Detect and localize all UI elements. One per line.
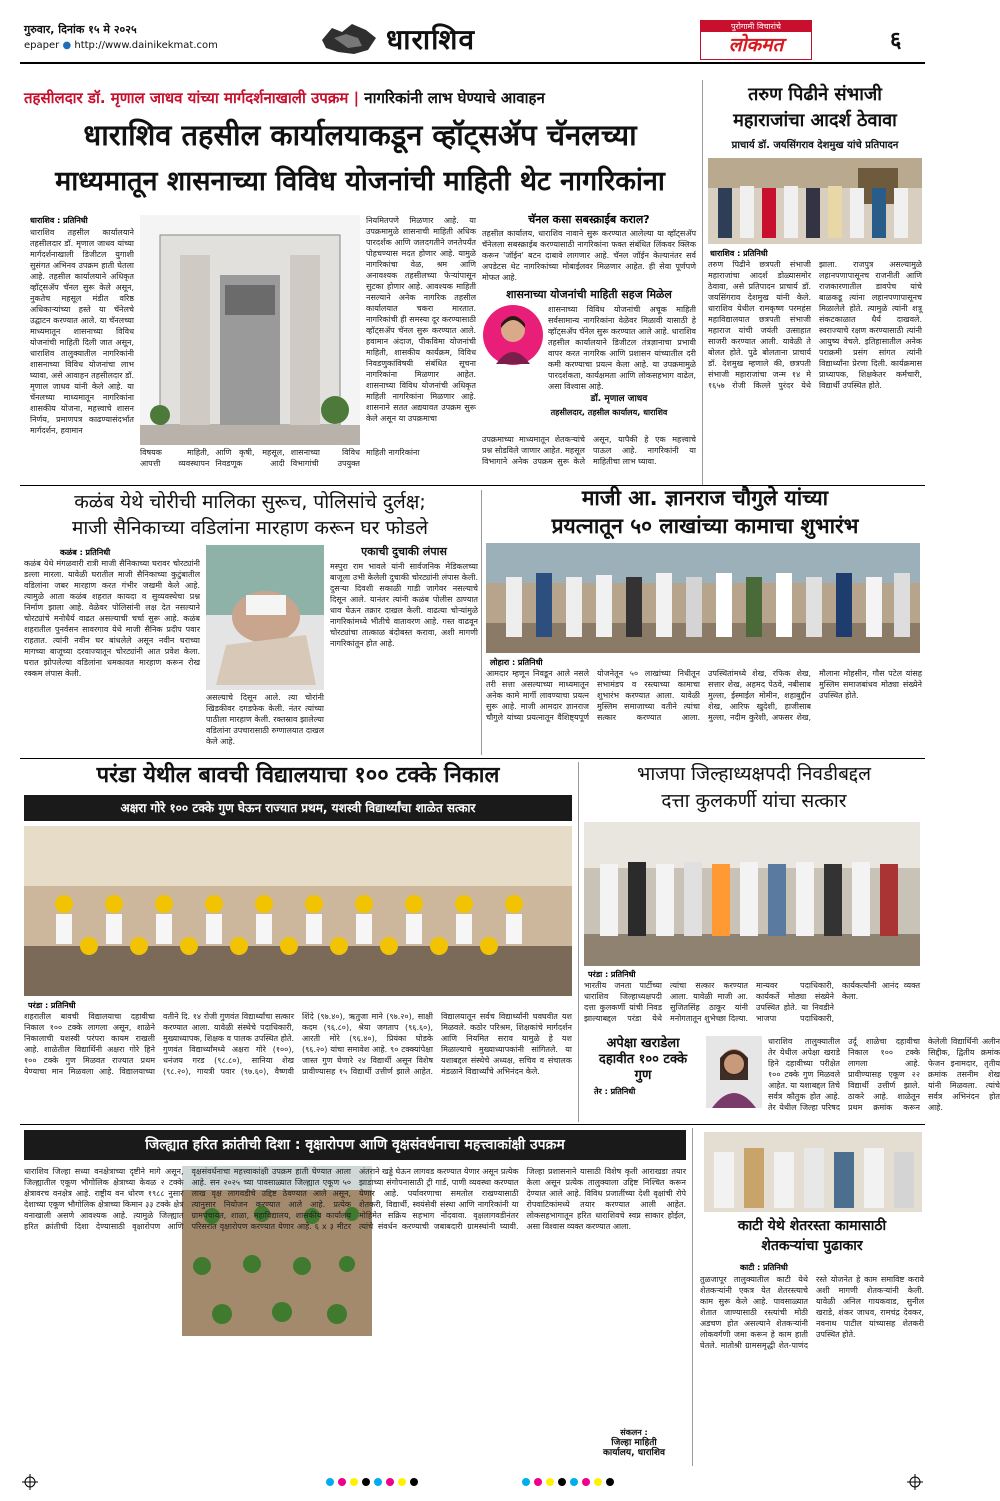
paranda-byline: परंडा : प्रतिनिधी bbox=[28, 1001, 76, 1010]
kalamb-victim-photo bbox=[206, 545, 324, 690]
bjp-text: भारतीय जनता पार्टीच्या धाराशिव जिल्हाध्यक्षपदी दत्ता कुलकर्णी यांची निवड झाल्याबद्दल परंडा येथे त्यांचा सत्कार करण्यात आला. यावेळी माजी आ. सुजितसिंह ठाकूर यांनी मनोगतातून शुभेच्छा दिल्या. मान्यवर पदाधिकारी, कार्यकर्ते मोठ्या संख्येने उपस्थित होते. या निवडीने भाजपा पदाधिकारी, कार्यकर्त्यांनी आनंद व्यक्त केला. bbox=[584, 981, 920, 1023]
kalamb-byline: कळंब : प्रतिनिधी bbox=[60, 548, 111, 557]
lead-photo-caption: विषयक माहिती, आपत्ती व्यवस्थापन आणि कृषी, महसूल, निवडणूक आदी शासनाच्या विविध विभागांची उपयुक्त माहिती नागरिकांना bbox=[140, 448, 420, 468]
kalamb-text: कळंब येथे मंगळवारी रात्री माजी सैनिकाच्या घरावर चोरट्यांनी डल्ला मारला. यावेळी घरातील माजी सैनिकाच्या कुटुंबातील वडिलांना जबर मारहाण करत गंभीर जखमी केले आहे. त्यामुळे आता कळंब शहरात कायदा व सुव्यवस्थेचा प्रश्न निर्माण झाला आहे. वेळेवर पोलिसांनी लक्ष देत नसल्याने चोरट्यांचे मनोधैर्य वाढत असल्याची चर्चा सुरू आहे. कळंब शहरातील पुनर्वसन सावरगाव येथे माजी सैनिक प्रदीप पवार राहतात. त्यांनी नवीन घर बांधलेले असून नवीन घराच्या मागच्या बाजूच्या दरवाज्यातून चोरट्यांनी आत प्रवेश केला. घरात झोपलेल्या वडिलांना धमकावत मारहाण करून रोख रक्कम लंपास केली. bbox=[24, 559, 200, 678]
chaugule-headline-1: माजी आ. ज्ञानराज चौगुले यांच्या bbox=[581, 486, 829, 510]
column-rule-2 bbox=[481, 490, 482, 755]
kati-headline-2: शेतकऱ्यांचा पुढाकार bbox=[761, 1238, 863, 1254]
brand-box bbox=[700, 20, 812, 60]
lead-col-1: धाराशिव तहसील कार्यालयाने तहसीलदार डॉ. मृणाल जाधव यांच्या मार्गदर्शनाखाली डिजीटल युगाशी सुसंगत अभिनव उपक्रम हाती घेतला आहे. तहसील कार्यालयाने अधिकृत व्हॉट्सॲप चॅनल सुरू केले असून, नुकतेच महसूल मंडीत वरिष्ठ अधिकाऱ्यांच्या हस्ते या चॅनेलचे उद्घाटन करण्यात आले. या चॅनलच्या माध्यमातून शासनाच्या विविध योजनांची माहिती दिली जात असून, धाराशिव तालुक्यातील नागरिकांनी शासनाच्या विविध योजनांचा लाभ घ्यावा, असे आवाहन तहसीलदार डॉ. मृणाल जाधव यांनी केले आहे. या चॅनलच्या माध्यमातून नागरिकांना शासकीय योजना, महत्त्वाचे शासन निर्णय, प्रमाणपत्र काढण्यासंदर्भात मार्गदर्शन, हवामान bbox=[30, 228, 134, 435]
masthead-date: गुरुवार, दिनांक १५ मे २०२५ bbox=[24, 23, 137, 36]
lead-headline-1: धाराशिव तहसील कार्यालयाकडून व्हॉट्सॲप चॅनलच्या bbox=[83, 118, 637, 152]
masthead-epaper-row bbox=[24, 40, 218, 51]
sambhaji-event-photo bbox=[708, 158, 922, 244]
apeksha-box bbox=[584, 1036, 1000, 1120]
paranda-subhead-band bbox=[24, 795, 572, 821]
harit-headline: जिल्ह्यात हरित क्रांतीची दिशा : वृक्षारोपण आणि वृक्षसंवर्धनाचा महत्त्वाकांक्षी उपक्रम bbox=[145, 1137, 565, 1153]
page-number: ६ bbox=[890, 28, 902, 53]
apeksha-headline-3: गुण bbox=[634, 1068, 652, 1083]
paranda-text: शहरातील बावची विद्यालयाचा दहावीचा निकाल १०० टक्के लागला असून, शाळेने निकालाची यशस्वी परंपरा कायम राखली आहे. शाळेतील विद्यार्थिनी अक्षरा गोरे हिने १०० टक्के गुण मिळवत राज्यात प्रथम येण्याचा मान मिळवला आहे. विद्यालयाच्या वतीने दि. १४ रोजी गुणवंत विद्यार्थ्यांचा सत्कार करण्यात आला. यावेळी संस्थेचे पदाधिकारी, मुख्याध्यापक, शिक्षक व पालक उपस्थित होते. गुणवंत विद्यार्थ्यांमध्ये अक्षरा गोरे (१००), धनंजय गरड (९८.८०), सानिया शेख (९८.२०), गायत्री पवार (९७.६०), वैष्णवी शिंदे (९७.४०), ऋतुजा माने (९७.२०), साक्षी कदम (९६.८०), श्रेया जगताप (९६.६०), आरती मोरे (९६.४०), प्रियंका घोडके (९६.२०) यांचा समावेश आहे. ९० टक्क्यांपेक्षा जास्त गुण घेणारे २४ विद्यार्थी असून विशेष प्रावीण्यासह १५ विद्यार्थी उत्तीर्ण झाले आहेत. विद्यालयातून सर्वच विद्यार्थ्यांनी घवघवीत यश मिळवले. कठोर परिश्रम, शिक्षकांचे मार्गदर्शन आणि नियमित सराव यामुळे हे यश मिळाल्याचे मुख्याध्यापकांनी सांगितले. या यशाबद्दल संस्थेचे अध्यक्ष, सचिव व संचालक मंडळाने विद्यार्थ्यांचे अभिनंदन केले. bbox=[24, 1012, 572, 1076]
section-rule-2 bbox=[20, 758, 925, 759]
harit-signature-label: संकलन : bbox=[620, 1428, 648, 1437]
kalamb-headline-2: माजी सैनिकाच्या वडिलांना मारहाण करून घर फोडले bbox=[71, 517, 429, 539]
sambhaji-byline: धाराशिव : प्रतिनिधी bbox=[710, 249, 768, 258]
brand-name: लोकमत bbox=[728, 34, 784, 56]
lead-headline-2: माध्यमातून शासनाच्या विविध योजनांची माहिती थेट नागरिकांना bbox=[55, 166, 665, 197]
masthead bbox=[0, 0, 945, 62]
kati-text: तुळजापूर तालुक्यातील काटी येथे शेतकऱ्यांनी एकत्र येत शेतरस्त्याचे काम सुरू केले आहे. पावसाळ्यात शेतात जाण्यासाठी रस्त्यांची मोठी अडचण होत असल्याने शेतकऱ्यांनी लोकवर्गणी जमा करून हे काम हाती घेतले. मातोश्री ग्रामसमृद्धी शेत-पाणंद रस्ते योजनेत हे काम समाविष्ट करावे अशी मागणी शेतकऱ्यांनी केली. यावेळी अनिल गायकवाड, सुनील खराडे, शंकर जाधव, रामचंद्र देवकर, नवनाथ पाटील यांच्यासह शेतकरी उपस्थित होते. bbox=[700, 1275, 924, 1350]
kalamb-sidebar bbox=[330, 545, 478, 753]
apeksha-headline-2: दहावीत १०० टक्के bbox=[598, 1052, 688, 1067]
lead-col-4: उपक्रमाच्या माध्यमातून शेतकऱ्यांचे प्रश्न सोडविले जाणार आहेत. महसूल विभागाने अनेक उपक्रम सुरू केले असून, यापैकी हे एक महत्त्वाचे पाऊल आहे. नागरिकांनी या माहितीचा लाभ घ्यावा. bbox=[482, 435, 696, 466]
lead-byline: धाराशिव : प्रतिनिधी bbox=[30, 216, 88, 225]
bjp-byline: परंडा : प्रतिनिधी bbox=[588, 970, 636, 979]
sambhaji-headline-2: महाराजांचा आदर्श ठेवावा bbox=[733, 110, 897, 131]
quote-title: शासनाच्या योजनांची माहिती सहज मिळेल bbox=[506, 288, 672, 301]
harit-signature-2: कार्यालय, धाराशिव bbox=[602, 1448, 665, 1459]
quote-text: शासनाच्या विविध योजनांची अचूक माहिती सर्वसामान्य नागरिकांना वेळेवर मिळावी यासाठी हे व्हॉट्सॲप चॅनेल सुरू करण्यात आले आहे. धाराशिव तहसील कार्यालयाने डिजीटल तंत्रज्ञानाचा प्रभावी वापर करत नागरिक आणि प्रशासन यांच्यातील दरी कमी करण्याचा प्रयत्न केला आहे. या उपक्रमामुळे पारदर्शकता, कार्यक्षमता आणि लोकसहभाग वाढेल, असा विश्वास आहे. bbox=[548, 305, 696, 391]
epaper-label: epaper bbox=[24, 40, 60, 51]
column-rule-3 bbox=[578, 762, 579, 1122]
harit-signature bbox=[584, 1428, 684, 1459]
website-link[interactable]: http://www.dainikekmat.com bbox=[74, 40, 218, 51]
chaugule-group-photo bbox=[486, 543, 920, 653]
apeksha-portrait bbox=[706, 1036, 762, 1108]
lead-kicker-left: तहसीलदार डॉ. मृणाल जाधव यांच्या मार्गदर्शनाखाली उपक्रम bbox=[24, 89, 349, 107]
paranda-students-photo bbox=[24, 826, 572, 996]
apeksha-byline: तेर : प्रतिनिधी bbox=[594, 1087, 636, 1096]
kalamb-side-text: मस्पुरा राम भावले यांनी सार्वजनिक मेडिकलच्या बाजूला उभी केलेली दुचाकी चोरट्यांनी लंपास केली. दुसऱ्या दिवशी सकाळी गाडी जागेवर नसल्याचे दिसून आले. यानंतर त्यांनी कळंब पोलीस ठाण्यात धाव घेऊन तक्रार दाखल केली. वाढत्या चोऱ्यांमुळे नागरिकांमध्ये भीतीचे वातावरण आहे. गस्त वाढवून चोरट्यांचा तात्काळ बंदोबस्त करावा, अशी मागणी नागरिकांतून होत आहे. bbox=[330, 562, 478, 649]
kicker-divider: | bbox=[353, 89, 365, 107]
bjp-headline-2: दत्ता कुलकर्णी यांचा सत्कार bbox=[661, 790, 847, 812]
globe-icon: ● bbox=[62, 40, 72, 51]
kalamb-caption-text: असल्याचे दिसून आले. त्या चोरांनी खिडकीवर दगडफेक केली. नंतर त्यांच्या पाठीला मारहाण केली. रक्तस्राव झालेल्या वडिलांना उपचारासाठी रुग्णालयात दाखल केले आहे. bbox=[206, 693, 324, 746]
lead-kicker bbox=[24, 88, 696, 108]
chaugule-byline: लोहारा : प्रतिनिधी bbox=[490, 658, 543, 667]
kalamb-headline-1: कळंब येथे चोरीची मालिका सुरूच, पोलिसांचे दुर्लक्ष; bbox=[74, 491, 426, 513]
quote-name: डॉ. मृणाल जाधव bbox=[590, 394, 648, 404]
sambhaji-headline-1: तरुण पिढीने संभाजी bbox=[748, 84, 882, 105]
chaugule-text: आमदार म्हणून निवडून आले नसले तरी सत्ता असल्याच्या माध्यमातून अनेक कामे मार्गी लावण्याचा प्रयत्न सुरू आहे. माजी आमदार ज्ञानराज चौगुले यांच्या प्रयत्नातून वैशिष्ट्यपूर्ण योजनेतून ५० लाखांच्या निधीतून सभामंडप व रस्त्याच्या कामाचा शुभारंभ करण्यात आला. यावेळी मुस्लिम समाजाच्या वतीने त्यांचा सत्कार करण्यात आला. उपस्थितांमध्ये शेख, रफिक शेख, सत्तार शेख, अहमद पेठवे, नबीसाब मुल्ला, ईस्माईल मोमीन, शहाबुद्दीन शेख, आरिफ खुदेशी, हाजीसाब मुल्ला, नदीम कुरेशी, अफसर शेख, मौलाना मोहसीन, गौस पटेल यांसह मुस्लिम समाजबांधव मोठ्या संख्येने उपस्थित होते. bbox=[486, 669, 922, 722]
kati-farmers-photo bbox=[704, 1132, 922, 1212]
apeksha-text: धाराशिव तालुक्यातील तेर येथील अपेक्षा खराडे हिने दहावीच्या परीक्षेत १०० टक्के गुण मिळवले आहेत. या यशाबद्दल तिचे सर्वत्र कौतुक होत आहे. तेर येथील जिल्हा परिषद उर्दू शाळेचा दहावीचा निकाल १०० टक्के लागला आहे. प्रावीण्यासह एकूण २२ विद्यार्थी उत्तीर्ण झाले. ठाकरे आहे. शाळेतून प्रथम क्रमांक करून केलेली विद्यार्थिनी अलीन सिद्दीक, द्वितीय क्रमांक फेजन इनामदार, तृतीय क्रमांक तसनीम शेख यांनी मिळवला. त्यांचे सर्वत्र अभिनंदन होत आहे. bbox=[768, 1037, 1000, 1112]
tahsildar-portrait bbox=[482, 304, 544, 366]
kalamb-side-title: एकाची दुचाकी लंपास bbox=[361, 545, 447, 558]
section-rule-3 bbox=[20, 1124, 925, 1125]
sambhaji-subhead: प्राचार्य डॉ. जयसिंगराव देशमुख यांचे प्रतिपादन bbox=[731, 140, 899, 151]
paranda-headline: परंडा येथील बावची विद्यालयाचा १०० टक्के निकाल bbox=[96, 763, 500, 788]
sambhaji-text: तरुण पिढीने छत्रपती संभाजी महाराजांचा आदर्श डोळ्यासमोर ठेवावा, असे प्रतिपादन प्राचार्य डॉ. जयसिंगराव देशमुख यांनी केले. धाराशिव येथील रामकृष्ण परमहंस महाविद्यालयात छत्रपती संभाजी महाराज यांची जयंती उत्साहात साजरी करण्यात आली. यावेळी ते बोलत होते. पुढे बोलताना प्राचार्य डॉ. देशमुख म्हणाले की, छत्रपती संभाजी महाराजांचा जन्म १४ मे १६५७ रोजी किल्ले पुरंदर येथे झाला. राजपुत्र असल्यामुळे लहानपणापासूनच राजनीती आणि राजकारणातील डावपेच यांचे बाळकडू त्यांना लहानपणापासूनच मिळालेले होते. त्यामुळे त्यांनी शत्रू संकटकाळात धैर्य दाखवले. स्वराज्याचे रक्षण करण्यासाठी त्यांनी आयुष्य वेचले. इतिहासातील अनेक पराक्रमी प्रसंग सांगत त्यांनी विद्यार्थ्यांना प्रेरणा दिली. कार्यक्रमास प्राध्यापक, शिक्षकेतर कर्मचारी, विद्यार्थी उपस्थित होते. bbox=[708, 260, 922, 390]
lead-kicker-right: नागरिकांनी लाभ घेण्याचे आवाहन bbox=[364, 89, 545, 107]
masthead-rule bbox=[20, 62, 925, 64]
channel-box bbox=[482, 213, 696, 285]
column-rule bbox=[702, 80, 703, 485]
paranda-subhead: अक्षरा गोरे १०० टक्के गुण घेऊन राज्यात प्रथम, यशस्वी विद्यार्थ्यांचा शाळेत सत्कार bbox=[120, 801, 476, 815]
quote-box bbox=[482, 288, 696, 428]
channel-box-text: तहसील कार्यालय, धाराशिव नावाने सुरू करण्यात आलेल्या या व्हॉट्सॲप चॅनेलला सबस्क्राईब करण्यासाठी नागरिकांना फक्त संबंधित लिंकवर क्लिक करून 'जॉईन' बटन दाबावे लागणार आहे. चॅनल जॉईन केल्यानंतर सर्व अपडेटस थेट नागरिकांच्या मोबाईलवर मिळणार आहेत. ही सेवा पूर्णपणे मोफत आहे. bbox=[482, 229, 696, 283]
harit-headline-band bbox=[24, 1130, 686, 1160]
kati-byline: काटी : प्रतिनिधी bbox=[740, 1263, 788, 1272]
map-emblem-icon bbox=[318, 20, 380, 58]
apeksha-headline-1: अपेक्षा खराडेला bbox=[606, 1036, 680, 1051]
bjp-headline-1: भाजपा जिल्हाध्यक्षपदी निवडीबद्दल bbox=[636, 763, 872, 785]
harit-signature-1: जिल्हा माहिती bbox=[611, 1437, 657, 1448]
bjp-felicitation-photo bbox=[584, 822, 920, 966]
edition-title: धाराशिव bbox=[386, 23, 476, 56]
lead-col-2: नियमितपणे मिळणार आहे. या उपक्रमामुळे शासनाची माहिती अधिक पारदर्शक आणि जलदगतीने जनतेपर्यंत पोहचण्यास मदत होणार आहे. यामुळे नागरिकांचा वेळ, श्रम आणि अनावश्यक तहसीलच्या फेऱ्यांपासून सुटका होणार आहे. आवश्यक माहिती नसल्याने अनेक नागरिक तहसील कार्यालयात चकरा मारतात. नागरिकांची ही समस्या दूर करण्यासाठी व्हॉट्सॲप चॅनल सुरू करण्यात आले. हवामान अंदाज, पीकविमा योजनांची माहिती, शासकीय कार्यक्रम, विविध निवडणुकांविषयी संबंधित सूचना नागरिकांना मिळणार आहेत. शासनाच्या विविध योजनांची अधिकृत माहिती नागरिकांना मिळणार आहे. शासनाने सतत अद्ययावत उपक्रम सुरू केले असून या उपक्रमाचा bbox=[366, 216, 476, 423]
brand-tagline: पुरोगामी विचारांचे bbox=[701, 21, 811, 32]
kati-headline-1: काटी येथे शेतरस्ता कामासाठी bbox=[737, 1218, 887, 1234]
registration-marks bbox=[0, 1470, 945, 1494]
column-rule-4 bbox=[692, 1128, 693, 1466]
channel-box-title: चॅनल कसा सबस्क्राईब कराल? bbox=[528, 213, 650, 226]
chaugule-headline-2: प्रयत्नातून ५० लाखांच्या कामाचा शुभारंभ bbox=[551, 514, 859, 538]
harit-text: धाराशिव जिल्हा सध्या वनक्षेत्राच्या दृष्टीने मागे असून, जिल्ह्यातील एकूण भौगोलिक क्षेत्राच्या केवळ २ टक्के क्षेत्रावरच वनक्षेत्र आहे. राष्ट्रीय वन धोरण १९८८ नुसार देशाच्या एकूण भौगोलिक क्षेत्राच्या किमान ३३ टक्के क्षेत्र वनाखाली असणे आवश्यक आहे. त्यामुळे जिल्ह्यात हरित क्रांतीची दिशा देण्यासाठी वृक्षारोपण आणि वृक्षसंवर्धनाचा महत्त्वाकांक्षी उपक्रम हाती घेण्यात आला आहे. सन २०२५ च्या पावसाळ्यात जिल्ह्यात एकूण ५० लाख वृक्ष लागवडीचे उद्दिष्ट ठेवण्यात आले असून, त्यानुसार नियोजन करण्यात आले आहे. प्रत्येक ग्रामपंचायत, शाळा, महाविद्यालय, शासकीय कार्यालय परिसरात वृक्षारोपण करण्यात येणार आहे. ६ x ३ मीटर अंतराने खड्डे घेऊन लागवड करण्यात येणार असून प्रत्येक झाडाच्या संगोपनासाठी ट्री गार्ड, पाणी व्यवस्था करण्यात येणार आहे. पर्यावरणाचा समतोल राखण्यासाठी शेतकरी, विद्यार्थी, स्वयंसेवी संस्था आणि नागरिकांनी या मोहिमेत सक्रिय सहभाग नोंदवावा. वृक्षलागवडीनंतर त्यांचे संवर्धन करण्याची जबाबदारी ग्रामस्थांनी घ्यावी. जिल्हा प्रशासनाने यासाठी विशेष कृती आराखडा तयार केला असून प्रत्येक तालुक्याला उद्दिष्ट निश्चित करून देण्यात आले आहे. विविध प्रजातींच्या देशी वृक्षांची रोपे रोपवाटिकांमध्ये तयार करण्यात आली आहेत. लोकसहभागातून हरित धाराशिवचे स्वप्न साकार होईल, असा विश्वास व्यक्त करण्यात आला. bbox=[24, 1167, 686, 1231]
quote-role: तहसीलदार, तहसील कार्यालय, धाराशिव bbox=[550, 408, 668, 417]
tahsil-office-photo bbox=[140, 215, 360, 445]
